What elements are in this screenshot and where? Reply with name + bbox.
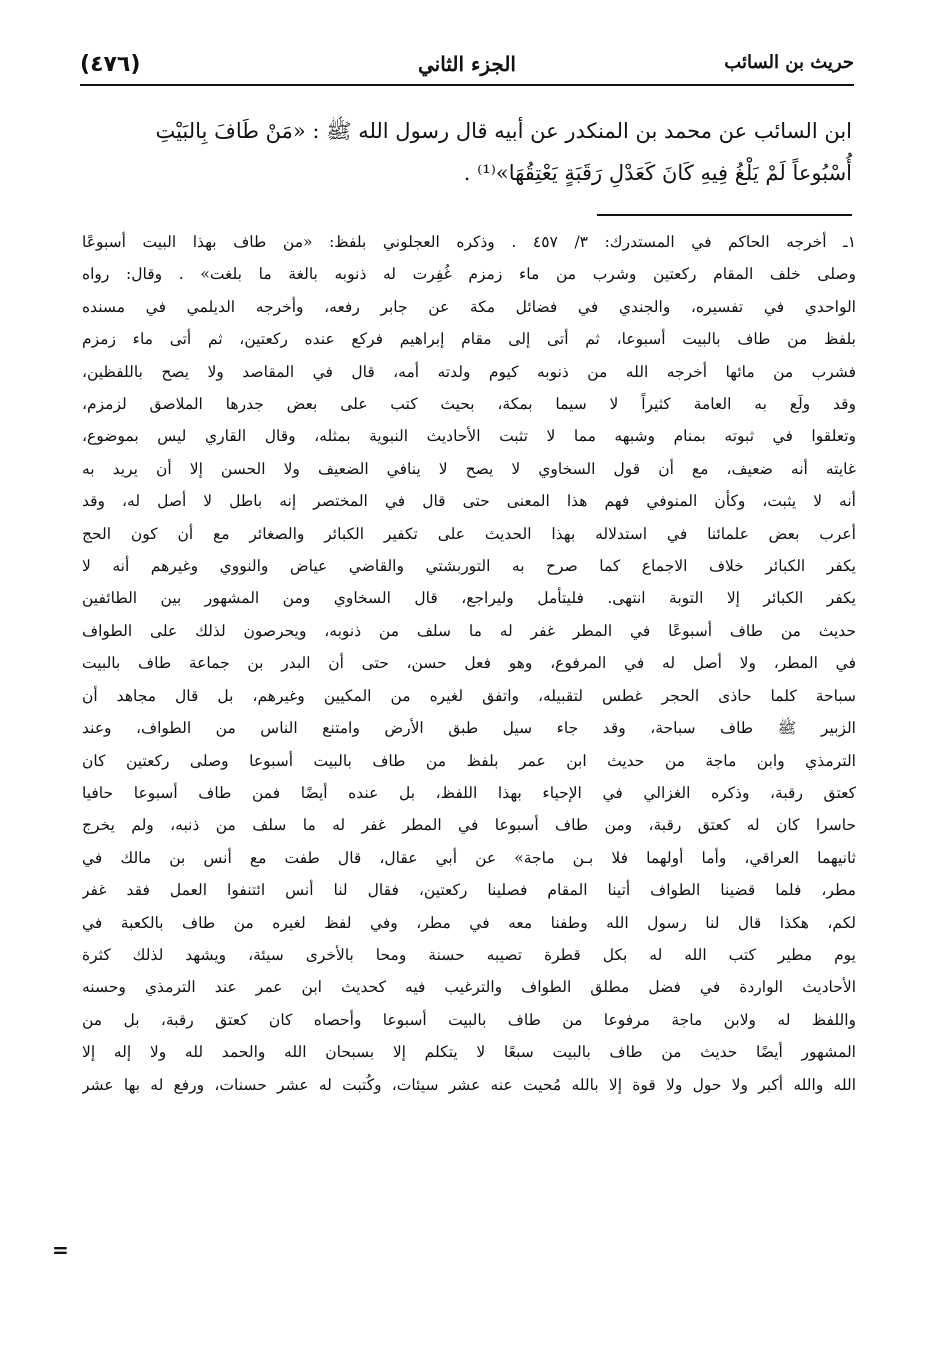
footnote-line: سباحة كلما حاذى الحجر غطس لتقبيله، واتفق لغيره من المكيين وغيرهم، بل قال مجاهد أن [82, 686, 856, 705]
main-text-line: أُسْبُوعاً لَمْ يَلْغُ فِيهِ كَانَ كَعَدْلِ رَقَبَةٍ يَعْتِقُهَا»⁽¹⁾ . [463, 161, 852, 185]
footnote-line: يكفر الكبائر خلاف الاجماع كما صرح به التوربشتي والقاضي عياض والنووي وغيرهم أنه لا [82, 557, 856, 576]
footnote [82, 226, 856, 1101]
footnote-line: يوم مطير كتب الله له بكل قطرة تصيبه حسنة ومحا بالأخرى سيئة، ويشهد لذلك كثرة [82, 945, 856, 964]
footnote-divider [597, 214, 852, 216]
running-title: حريث بن السائب [724, 52, 854, 73]
header-divider [80, 84, 854, 86]
footnote-line: واللفظ له ولابن ماجة مرفوعا من طاف بالبيت أسبوعا وأحصاه كان كعتق رقبة، بل من [82, 1010, 856, 1029]
main-text [82, 110, 852, 194]
footnote-line: فشرب من مائها أخرجه الله من ذنوبه كيوم ولدته أمه، قال في المقاصد ولا يصح باللفظين، [82, 362, 856, 381]
continuation-mark: = [52, 1238, 69, 1262]
footnote-line: المشهور أيضًا حديث من طاف بالبيت سبعًا لا يتكلم إلا بسبحان الله والحمد لله ولا إله إلا [82, 1043, 856, 1062]
footnote-line: يكفر الكبائر إلا التوبة انتهى. فليتأمل وليراجع، قال السخاوي ومن المشهور بين الطائفين [82, 589, 856, 608]
footnote-line: ١ـ أخرجه الحاكم في المستدرك: ٣/ ٤٥٧ . وذكره العجلوني بلفظ: «من طاف بهذا البيت أسبوعًا [82, 233, 856, 251]
footnote-line: أعرب بعض علمائنا في استدلاله بهذا الحديث على تكفير الكبائر والصغائر مع أن كون الحج [82, 524, 856, 543]
footnote-line: بلفظ من طاف بالبيت أسبوعا، ثم أتى إلى مقام إبراهيم فركع عنده ركعتين، ثم أتى ماء زمزم [82, 330, 856, 349]
footnote-line: لكم، هكذا قال لنا رسول الله وطفنا معه في مطر، وفي لفظ لغيره من طاف بالكعبة في [82, 913, 856, 932]
footnote-line: الله والله أكبر ولا حول ولا قوة إلا بالله مُحيت عنه عشر سيئات، وكُتبت له عشر حسنات، ورفع له بها عشر [82, 1075, 856, 1094]
footnote-line: أنه لا يثبت، وكأن المنوفي فهم هذا المعنى حتى قال في المختصر إنه باطل لا أصل له، وقد [82, 492, 856, 511]
footnote-line: الواحدي في تفسيره، والجندي في فضائل مكة عن جابر رفعه، وأخرجه الديلمي في مسنده [82, 297, 856, 316]
footnote-line: غايته أنه ضعيف، مع أن قول السخاوي لا يصح لا ينافي الضعيف ولا الحسن إلا أن يريد به [82, 459, 856, 478]
footnote-line: حاسرا كان له كعتق رقبة، ومن طاف أسبوعا في المطر غفر له ما سلف من ذنبه، ولم يخرج [82, 816, 856, 835]
footnote-line: الأحاديث الواردة في فضل مطلق الطواف والترغيب فيه كحديث ابن عمر عند الترمذي وحسنه [82, 978, 856, 997]
footnote-line: وصلى خلف المقام ركعتين وشرب من ماء زمزم غُفِرت له ذنوبه بالغة ما بلغت» . وقال: رواه [82, 265, 856, 284]
footnote-line: مطر، فلما قضينا الطواف أتينا المقام فصلينا ركعتين، فقال لنا أنس ائتنفوا العمل فقد غفر [82, 881, 856, 900]
footnote-line: الترمذي وابن ماجة من حديث ابن عمر بلفظ من طاف بالبيت أسبوعا وصلى ركعتين كان [82, 751, 856, 770]
footnote-line: كعتق رقبة، وذكره الغزالي في الإحياء بهذا اللفظ، بل عنده أيضًا فمن طاف أسبوعا حافيا [82, 783, 856, 802]
footnote-line: في المطر، ولا أصل له في المرفوع، وهو فعل حسن، حتى أن البدر بن جماعة طاف بالبيت [82, 654, 856, 673]
footnote-line: ثانيهما العراقي، وأما أولهما فلا بـن ماجة» عن أبي عقال، قال طفت مع أنس بن مالك في [82, 848, 856, 867]
chapter-title: الجزء الثاني [418, 52, 516, 76]
page-header [80, 52, 854, 82]
main-text-line: ابن السائب عن محمد بن المنكدر عن أبيه قال رسول الله ﷺ : «مَنْ طَافَ بِالبَيْتِ [155, 119, 852, 143]
footnote-line: حديث من طاف أسبوعًا في المطر غفر له ما سلف من ذنوبه، ويحرصون لذلك على الطواف [82, 621, 856, 640]
page-number: (٤٧٦) [80, 52, 141, 77]
footnote-line: وتعلقوا في ثبوته بمنام وشبهه مما لا تثبت الأحاديث النبوية بمثله، وقال القاري ليس بموضوع، [82, 427, 856, 446]
footnote-line: الزبير ﷺ طاف سباحة، وقد جاء سيل طبق الأرض وامتنع الناس من الطواف، وعند [82, 719, 856, 738]
footnote-line: وقد ولَع به العامة كثيراً لا سيما بمكة، بحيث كتب على بعض جدرها الملاصق لزمزم، [82, 395, 856, 414]
